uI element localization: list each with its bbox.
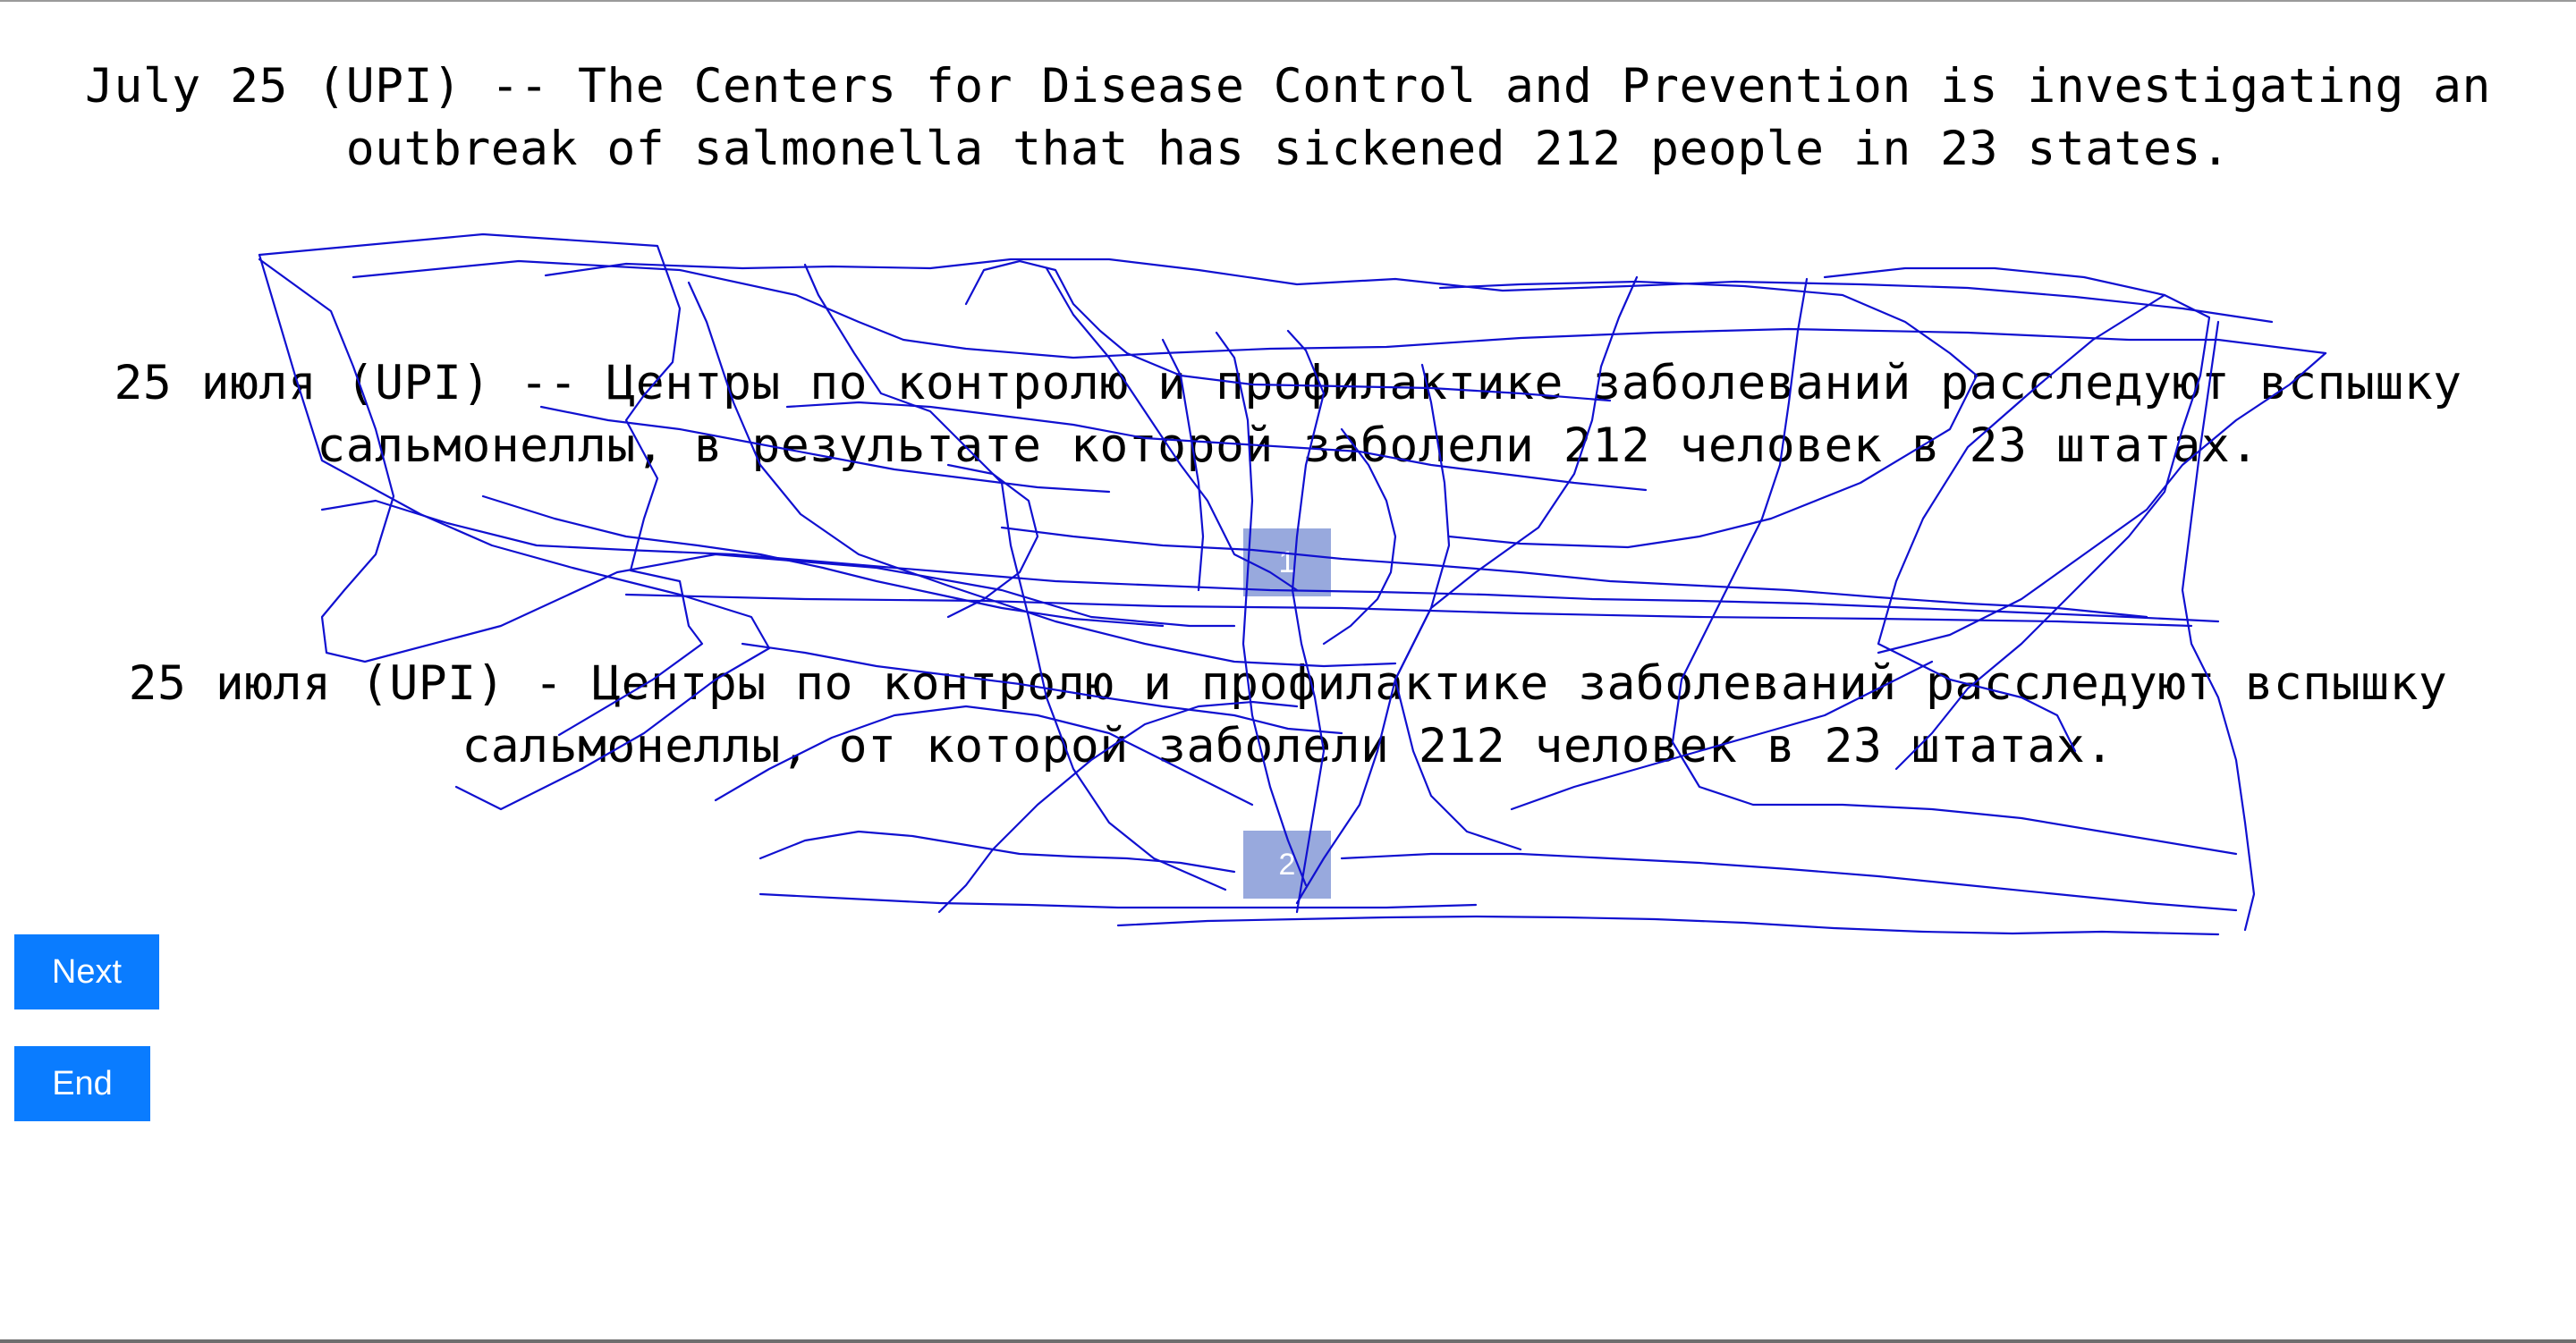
window-top-border: [0, 0, 2576, 2]
translation-option-2: 25 июля (UPI) - Центры по контролю и профилактике заболеваний расследуют вспышку сальмонеллы, от которой заболели 212 человек в 23 штатах.: [128, 656, 2448, 773]
source-sentence: July 25 (UPI) -- The Centers for Disease Control and Prevention is investigating an outbreak of salmonella that has sickened 212 people in 23 states.: [85, 59, 2491, 176]
translation-option-1: 25 июля (UPI) -- Центры по контролю и профилактике заболеваний расследуют вспышку сальмонеллы, в результате которой заболели 212 человек в 23 штатах.: [114, 356, 2462, 473]
translation-1-selection-box[interactable]: 1: [1243, 528, 1331, 596]
window-bottom-border: [0, 1339, 2576, 1343]
translation-2-selection-box[interactable]: 2: [1243, 831, 1331, 899]
end-button[interactable]: End: [14, 1046, 150, 1121]
next-button[interactable]: Next: [14, 934, 159, 1009]
